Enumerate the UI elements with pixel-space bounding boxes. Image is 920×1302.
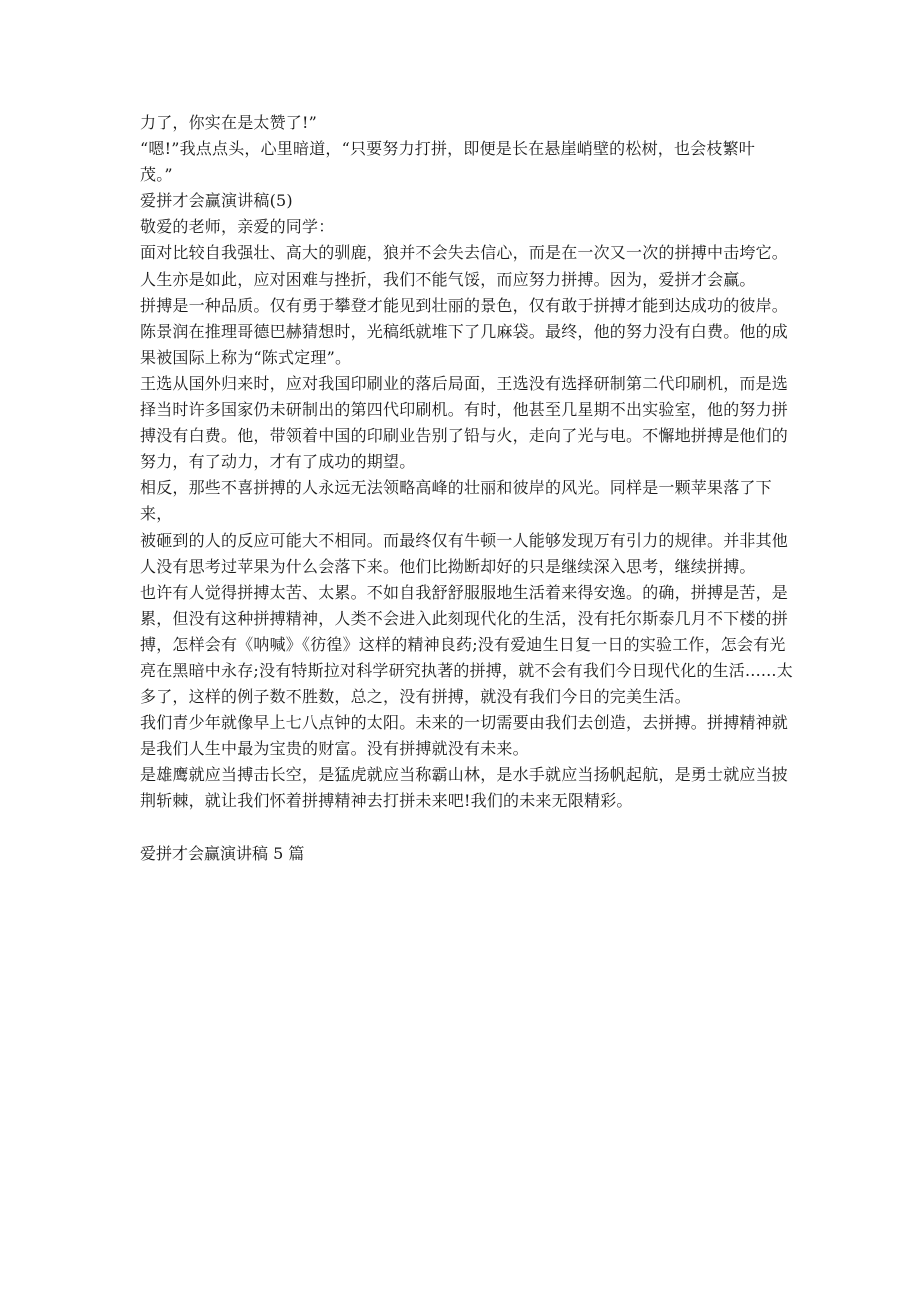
- text-line: 累，但没有这种拼搏精神，人类不会进入此刻现代化的生活，没有托尔斯泰几月不下楼的拼: [140, 608, 789, 628]
- text-line: 王选从国外归来时，应对我国印刷业的落后局面，王选没有选择研制第二代印刷机，而是选: [140, 373, 789, 393]
- document-page: [140, 110, 800, 867]
- text-line: 也许有人觉得拼搏太苦、太累。不如自我舒舒服服地生活着来得安逸。的确，拼搏是苦，是: [140, 582, 789, 602]
- document-footer-title: 爱拼才会赢演讲稿 5 篇: [140, 843, 305, 863]
- text-line: 荆斩棘，就让我们怀着拼搏精神去打拼未来吧!我们的未来无限精彩。: [140, 791, 633, 811]
- text-line: 茂。”: [140, 165, 173, 185]
- text-line: 果被国际上称为“陈式定理”。: [140, 347, 352, 367]
- text-line: 搏，怎样会有《呐喊》《彷徨》这样的精神良药;没有爱迪生日复一日的实验工作，怎会有光: [140, 634, 786, 654]
- text-line: 我们青少年就像早上七八点钟的太阳。未来的一切需要由我们去创造，去拼搏。拼搏精神就: [140, 713, 789, 733]
- text-line: 是我们人生中最为宝贵的财富。没有拼搏就没有未来。: [140, 739, 529, 759]
- text-line: 努力，有了动力，才有了成功的期望。: [140, 452, 416, 472]
- text-line: “嗯!”我点点头，心里暗道，“只要努力打拼，即便是长在悬崖峭壁的松树，也会枝繁叶: [140, 139, 755, 159]
- text-line: 陈景润在推理哥德巴赫猜想时，光稿纸就堆下了几麻袋。最终，他的努力没有白费。他的成: [140, 321, 789, 341]
- text-line: 被砸到的人的反应可能大不相同。而最终仅有牛顿一人能够发现万有引力的规律。并非其他: [140, 530, 789, 550]
- text-line: 择当时许多国家仍未研制出的第四代印刷机。有时，他甚至几星期不出实验室，他的努力拼: [140, 400, 789, 420]
- text-line: 力了，你实在是太赞了!”: [140, 113, 318, 132]
- text-line: 人没有思考过苹果为什么会落下来。他们比拗断却好的只是继续深入思考，继续拼搏。: [140, 556, 756, 576]
- text-line: 多了，这样的例子数不胜数，总之，没有拼搏，就没有我们今日的完美生活。: [140, 687, 691, 707]
- text-line: 是雄鹰就应当搏击长空，是猛虎就应当称霸山林，是水手就应当扬帆起航，是勇士就应当披: [140, 765, 789, 785]
- text-line: 亮在黑暗中永存;没有特斯拉对科学研究执著的拼搏，就不会有我们今日现代化的生活......太: [140, 660, 793, 680]
- salutation: 敬爱的老师，亲爱的同学：: [140, 217, 335, 237]
- text-line: 人生亦是如此，应对困难与挫折，我们不能气馁，而应努力拼搏。因为，爱拼才会赢。: [140, 269, 756, 289]
- text-line: 面对比较自我强壮、高大的驯鹿，狼并不会失去信心，而是在一次又一次的拼搏中击垮它。: [140, 243, 789, 263]
- section-title: 爱拼才会赢演讲稿(5): [140, 191, 293, 211]
- text-line: 搏没有白费。他，带领着中国的印刷业告别了铅与火，走向了光与电。不懈地拼搏是他们的: [140, 426, 789, 446]
- text-line: 拼搏是一种品质。仅有勇于攀登才能见到壮丽的景色，仅有敢于拼搏才能到达成功的彼岸。: [140, 295, 789, 315]
- paragraph-gap: [140, 815, 800, 841]
- text-line: 相反，那些不喜拼搏的人永远无法领略高峰的壮丽和彼岸的风光。同样是一颗苹果落了下来，: [140, 478, 772, 524]
